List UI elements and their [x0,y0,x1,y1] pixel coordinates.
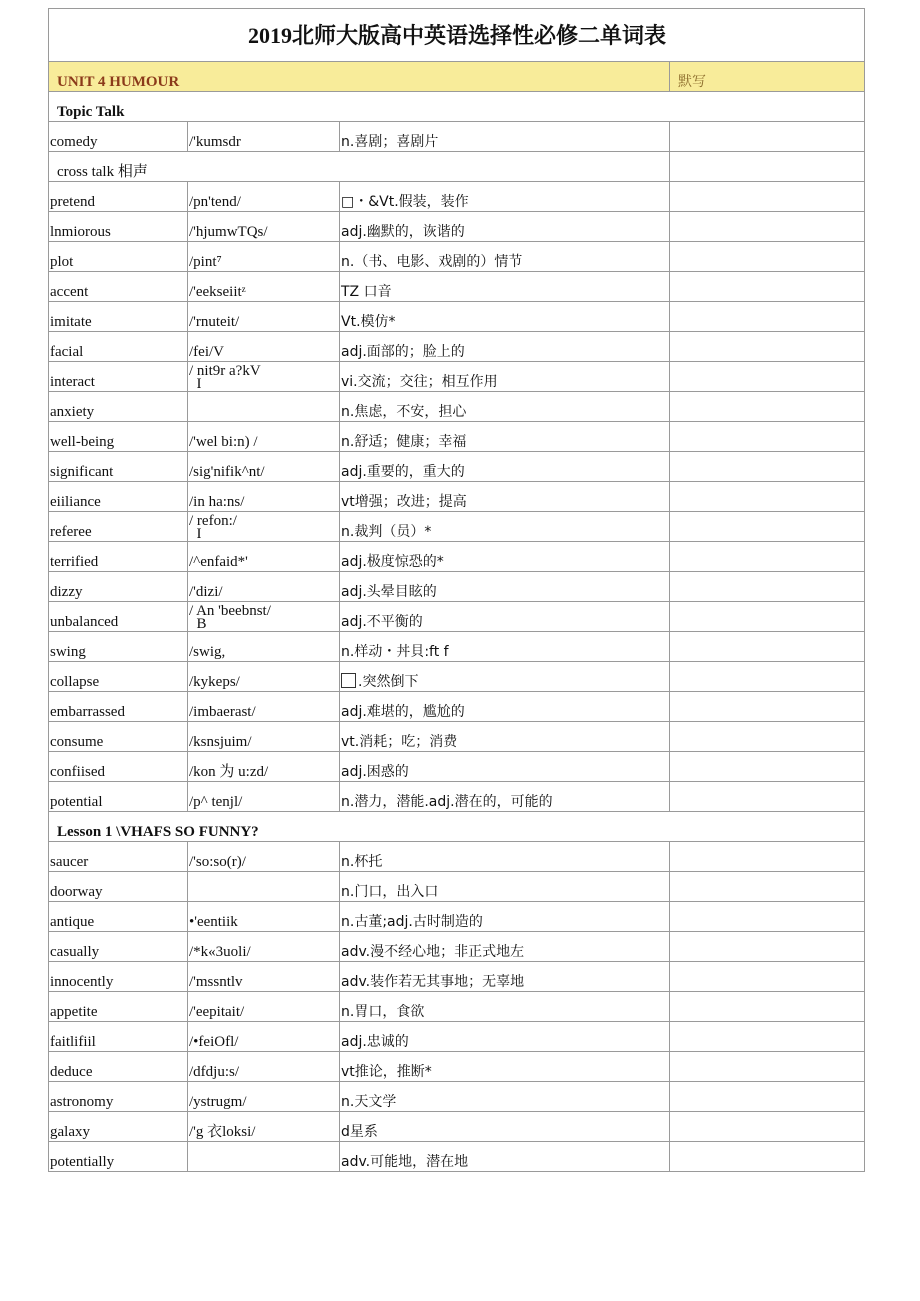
phonetic-text: /kon 为 u:zd/ [189,764,269,780]
phonetic-text: /'eekseiitᶻ [189,284,246,300]
meaning-text: .突然倒下 [358,674,419,690]
meaning-text: adj.极度惊恐的* [341,554,444,570]
meaning-cell [340,332,670,362]
phonetic-text: /'hjumwTQs/ [189,224,268,240]
meaning-text: vt推论，推断* [341,1064,432,1080]
phonetic-text: / An 'beebnst/ B [189,603,271,632]
meaning-text: adj.忠诚的 [341,1034,409,1050]
phonetic-cell [188,632,340,662]
meaning-text: adv.可能地，潜在地 [341,1154,469,1170]
dictation-cell [670,422,865,452]
word-row [49,332,865,362]
phonetic-text: /ystrugm/ [189,1094,247,1110]
meaning-cell [340,662,670,692]
phonetic-text: /'mssntlv [189,974,243,990]
word-row [49,782,865,812]
phonetic-text: /kykeps/ [189,674,240,690]
meaning-cell [340,872,670,902]
word-cell: well-being [49,422,188,452]
dictation-cell [670,722,865,752]
dictation-cell [670,542,865,572]
meaning-text: adv.装作若无其事地；无辜地 [341,974,525,990]
word-row [49,302,865,332]
dictation-cell [670,392,865,422]
word-row [49,572,865,602]
vocabulary-sheet [48,8,864,1172]
meaning-text: n.杯托 [341,854,383,870]
phonetic-text: /dfdju:s/ [189,1064,240,1080]
word-cell: appetite [49,992,188,1022]
dictation-cell [670,1022,865,1052]
meaning-cell [340,452,670,482]
phonetic-cell [188,992,340,1022]
word-cell: facial [49,332,188,362]
phonetic-cell [188,422,340,452]
word-cell: referee [49,512,188,542]
meaning-cell [340,1082,670,1112]
word-row [49,362,865,392]
dictation-cell [670,182,865,212]
word-cell: significant [49,452,188,482]
meaning-text: vi.交流；交往；相互作用 [341,374,498,390]
unit-row [49,62,865,92]
word-row [49,662,865,692]
meaning-cell [340,542,670,572]
meaning-cell [340,392,670,422]
word-row [49,242,865,272]
meaning-cell [340,692,670,722]
phonetic-text: / nit9r a?kV I [189,363,261,392]
word-cell: swing [49,632,188,662]
phonetic-cell [188,542,340,572]
meaning-text: adj.不平衡的 [341,614,423,630]
dictation-cell [670,602,865,632]
word-row [49,1022,865,1052]
meaning-cell [340,422,670,452]
word-cell: faitlifiil [49,1022,188,1052]
phonetic-text: /pn'tend/ [189,194,241,210]
meaning-text: vt.消耗；吃；消费 [341,734,458,750]
dictation-header: 默写 [670,62,865,92]
word-cell: dizzy [49,572,188,602]
word-row [49,1112,865,1142]
word-cell: saucer [49,842,188,872]
dictation-cell [670,662,865,692]
dictation-cell [670,842,865,872]
phonetic-text: /sig'nifik^nt/ [189,464,265,480]
word-cell: anxiety [49,392,188,422]
dictation-cell [670,962,865,992]
meaning-text: d星系 [341,1124,378,1140]
dictation-cell [670,512,865,542]
meaning-text: n.喜剧；喜剧片 [341,134,439,150]
phonetic-text: /fei/V [189,344,224,360]
phonetic-cell [188,1112,340,1142]
meaning-text: n.舒适；健康；幸福 [341,434,467,450]
word-row [49,512,865,542]
phonetic-cell [188,692,340,722]
phonetic-text: /'wel bi:n) / [189,434,258,450]
dictation-cell [670,992,865,1022]
dictation-cell [670,902,865,932]
meaning-text: n.样动・丼貝:ft f [341,644,449,660]
meaning-cell [340,752,670,782]
phonetic-cell [188,1052,340,1082]
phonetic-cell [188,572,340,602]
phonetic-text: /'g 衣loksi/ [189,1124,256,1140]
word-cell: doorway [49,872,188,902]
phonetic-cell [188,242,340,272]
word-row [49,722,865,752]
phonetic-text: /swig, [189,644,226,660]
vocabulary-table [48,8,865,1172]
dictation-cell [670,332,865,362]
word-cell: potential [49,782,188,812]
meaning-cell [340,1142,670,1172]
phonetic-cell [188,842,340,872]
dictation-cell [670,1142,865,1172]
word-cell: potentially [49,1142,188,1172]
word-row [49,452,865,482]
meaning-text: Vt.模仿* [341,314,396,330]
section-heading-row [49,92,865,122]
phonetic-cell [188,332,340,362]
phonetic-cell [188,272,340,302]
phonetic-cell [188,512,340,542]
meaning-cell [340,512,670,542]
meaning-cell [340,362,670,392]
section-heading: Lesson 1 \VHAFS SO FUNNY? [49,812,865,842]
word-row [49,272,865,302]
meaning-text: adj.困惑的 [341,764,409,780]
word-cell: deduce [49,1052,188,1082]
phonetic-cell [188,122,340,152]
title-row [49,9,865,62]
word-row [49,752,865,782]
meaning-text: adj.重要的，重大的 [341,464,465,480]
dictation-cell [670,302,865,332]
word-row [49,1052,865,1082]
dictation-cell [670,1112,865,1142]
word-cell: comedy [49,122,188,152]
word-cell: embarrassed [49,692,188,722]
meaning-text: adj.面部的；脸上的 [341,344,465,360]
meaning-cell [340,782,670,812]
word-row [49,152,865,182]
dictation-cell [670,632,865,662]
meaning-cell [340,842,670,872]
dictation-cell [670,482,865,512]
meaning-cell [340,932,670,962]
phonetic-cell [188,602,340,632]
meaning-text: n.门口，出入口 [341,884,439,900]
word-cell: antique [49,902,188,932]
phonetic-text: /•feiOfl/ [189,1034,239,1050]
phonetic-cell [188,1082,340,1112]
word-cell: confiised [49,752,188,782]
dictation-cell [670,1082,865,1112]
phonetic-cell [188,782,340,812]
section-heading: Topic Talk [49,92,865,122]
meaning-text: n.裁判（员）* [341,524,432,540]
meaning-cell [340,602,670,632]
page-title: 2019北师大版高中英语选择性必修二单词表 [49,9,865,62]
dictation-cell [670,752,865,782]
word-row [49,1142,865,1172]
dictation-cell [670,272,865,302]
phonetic-cell [188,902,340,932]
meaning-text: adj.幽默的，诙谐的 [341,224,465,240]
meaning-cell [340,1022,670,1052]
word-cell: innocently [49,962,188,992]
unit-label: UNIT 4 HUMOUR [49,62,670,92]
word-cell: imitate [49,302,188,332]
meaning-cell [340,572,670,602]
meaning-text: vt增强；改进；提高 [341,494,467,510]
word-row [49,482,865,512]
meaning-cell [340,122,670,152]
dictation-cell [670,1052,865,1082]
word-cell: collapse [49,662,188,692]
meaning-cell [340,242,670,272]
phrase-cell: cross talk 相声 [49,152,670,182]
dictation-cell [670,212,865,242]
word-cell: pretend [49,182,188,212]
dictation-cell [670,932,865,962]
dictation-cell [670,242,865,272]
meaning-text: ΤΖ 口音 [341,284,392,300]
word-row [49,962,865,992]
word-cell: terrified [49,542,188,572]
meaning-text: n.古董;adj.古时制造的 [341,914,483,930]
word-row [49,212,865,242]
phonetic-text: /'eepitait/ [189,1004,245,1020]
meaning-cell [340,632,670,662]
word-row [49,932,865,962]
phonetic-cell [188,1022,340,1052]
meaning-cell [340,722,670,752]
word-row [49,842,865,872]
meaning-cell [340,992,670,1022]
meaning-text: n.焦虑，不安，担心 [341,404,467,420]
word-row [49,182,865,212]
phonetic-text: /*k«3uoli/ [189,944,251,960]
meaning-text: adj.头晕目眩的 [341,584,437,600]
phonetic-cell [188,722,340,752]
phonetic-text: /ksnsjuim/ [189,734,252,750]
word-cell: eiiliance [49,482,188,512]
dictation-cell [670,872,865,902]
phonetic-cell [188,452,340,482]
phonetic-cell [188,962,340,992]
phonetic-text: /imbaerast/ [189,704,256,720]
phonetic-text: /'dizi/ [189,584,223,600]
meaning-text: n.天文学 [341,1094,397,1110]
word-cell: interact [49,362,188,392]
phonetic-cell [188,212,340,242]
phonetic-cell [188,752,340,782]
phonetic-cell [188,182,340,212]
dictation-cell [670,692,865,722]
word-cell: casually [49,932,188,962]
word-cell: unbalanced [49,602,188,632]
phonetic-cell [188,1142,340,1172]
word-row [49,872,865,902]
word-cell: consume [49,722,188,752]
section-heading-row [49,812,865,842]
dictation-cell [670,572,865,602]
word-cell: accent [49,272,188,302]
phonetic-cell [188,872,340,902]
meaning-cell [340,182,670,212]
meaning-cell [340,962,670,992]
word-row [49,902,865,932]
phonetic-cell [188,662,340,692]
phonetic-text: /^enfaid*' [189,554,248,570]
dictation-cell [670,782,865,812]
word-row [49,542,865,572]
meaning-cell [340,902,670,932]
word-cell: lnmiorous [49,212,188,242]
checkbox-glyph-icon [341,673,356,688]
phonetic-text: / refon:/ I [189,513,237,542]
word-row [49,392,865,422]
word-row [49,632,865,662]
word-row [49,422,865,452]
meaning-cell [340,302,670,332]
word-row [49,1082,865,1112]
phonetic-cell [188,932,340,962]
dictation-cell [670,452,865,482]
meaning-cell [340,212,670,242]
dictation-cell [670,362,865,392]
meaning-cell [340,482,670,512]
phonetic-text: /'kumsdr [189,134,241,150]
word-cell: astronomy [49,1082,188,1112]
phonetic-text: /'so:so(r)/ [189,854,246,870]
meaning-text: □・&Vt.假装，装作 [341,194,469,210]
meaning-text: n.（书、电影、戏剧的）情节 [341,254,523,270]
meaning-text: adv.漫不经心地；非正式地左 [341,944,525,960]
meaning-cell [340,1052,670,1082]
phonetic-text: /p^ tenjl/ [189,794,243,810]
word-cell: galaxy [49,1112,188,1142]
meaning-cell [340,1112,670,1142]
phonetic-cell [188,392,340,422]
word-cell: plot [49,242,188,272]
dictation-cell [670,122,865,152]
phonetic-cell [188,482,340,512]
word-row [49,992,865,1022]
phonetic-text: /pint⁷ [189,254,222,270]
phonetic-text: •'eentiik [189,914,238,930]
word-row [49,692,865,722]
meaning-text: n.胃口，食欲 [341,1004,425,1020]
phonetic-text: /in ha:ns/ [189,494,245,510]
word-row [49,602,865,632]
phonetic-cell [188,302,340,332]
phonetic-text: /'rnuteit/ [189,314,240,330]
dictation-cell [670,152,865,182]
word-row [49,122,865,152]
phonetic-cell [188,362,340,392]
meaning-text: n.潜力，潜能.adj.潜在的，可能的 [341,794,553,810]
meaning-cell [340,272,670,302]
meaning-text: adj.难堪的，尴尬的 [341,704,465,720]
